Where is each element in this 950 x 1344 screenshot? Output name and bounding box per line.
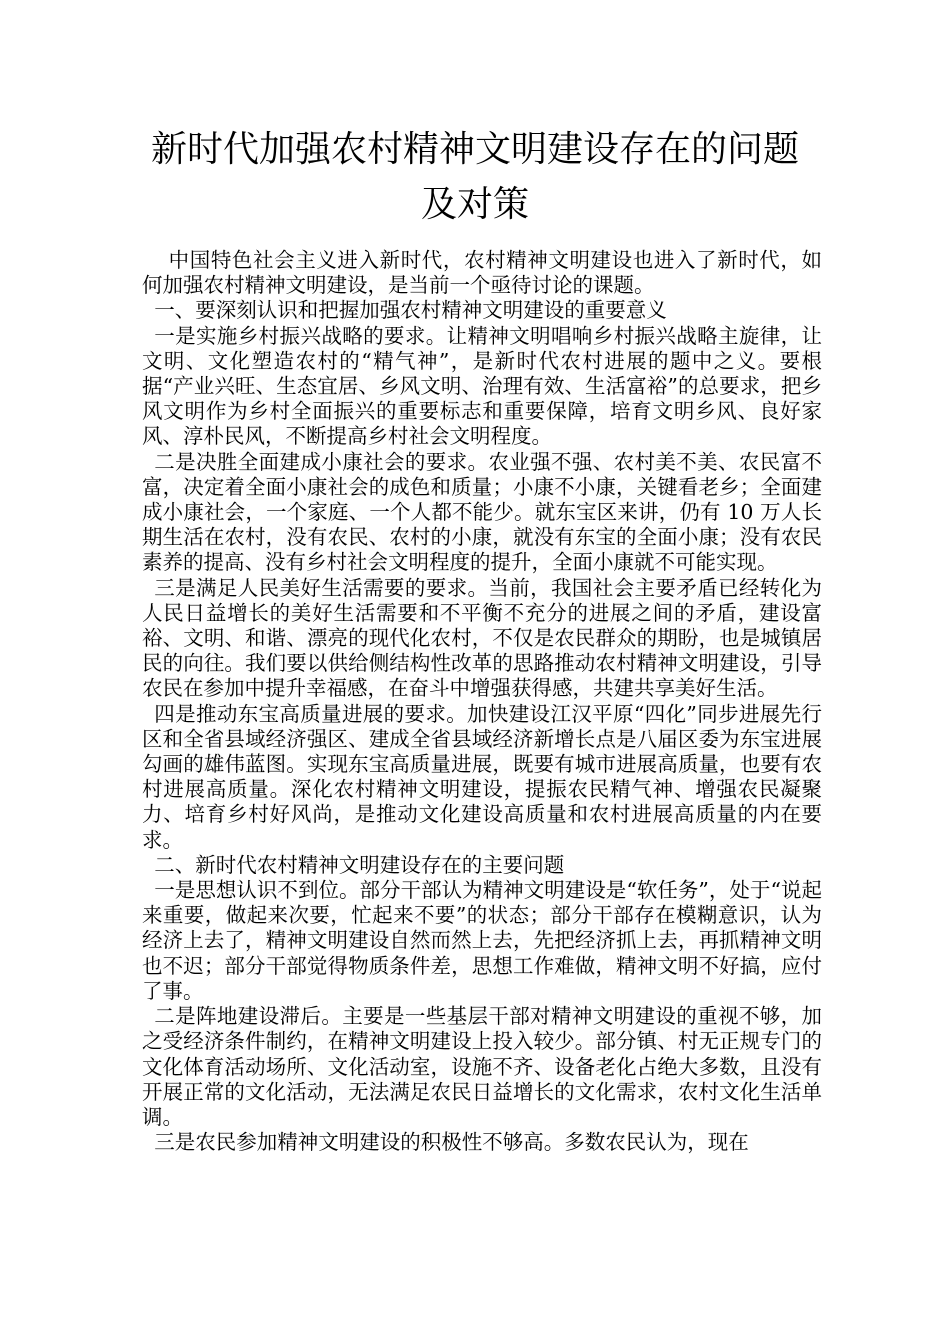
body-paragraph: 一是思想认识不到位。部分干部认为精神文明建设是“软任务”，处于“说起来重要，做起来次要，忙起来不要”的状态；部分干部存在模糊意识，认为经济上去了，精神文明建设自然而然上去，先把经济抓上去，再抓精神文明也不迟；部分干部觉得物质条件差，思想工作难做，精神文明不好搞，应付了事。 (142, 878, 822, 1003)
body-paragraph: 三是农民参加精神文明建设的积极性不够高。多数农民认为，现在 (154, 1130, 749, 1155)
intro-paragraph: 中国特色社会主义进入新时代，农村精神文明建设也进入了新时代，如何加强农村精神文明建设，是当前一个亟待讨论的课题。 (142, 248, 822, 298)
body-paragraph: 二是阵地建设滞后。主要是一些基层干部对精神文明建设的重视不够，加之受经济条件制约，在精神文明建设上投入较少。部分镇、村无正规专门的文化体育活动场所、文化活动室，设施不齐、设备老化占绝大多数，且没有开展正常的文化活动，无法满足农民日益增长的文化需求，农村文化生活单调。 (142, 1004, 822, 1129)
body-paragraph: 一是实施乡村振兴战略的要求。让精神文明唱响乡村振兴战略主旋律，让文明、文化塑造农村的“精气神”，是新时代农村进展的题中之义。要根据“产业兴旺、生态宜居、乡风文明、治理有效、生活富裕”的总要求，把乡风文明作为乡村全面振兴的重要标志和重要保障，培育文明乡风、良好家风、淳朴民风，不断提高乡村社会文明程度。 (142, 323, 822, 449)
body-paragraph: 三是满足人民美好生活需要的要求。当前，我国社会主要矛盾已经转化为人民日益增长的美好生活需要和不平衡不充分的进展之间的矛盾，建设富裕、文明、和谐、漂亮的现代化农村，不仅是农民群众的期盼，也是城镇居民的向往。我们要以供给侧结构性改革的思路推动农村精神文明建设，引导农民在参加中提升幸福感，在奋斗中增强获得感，共建共享美好生活。 (142, 575, 822, 701)
body-paragraph: 四是推动东宝高质量进展的要求。加快建设江汉平原“四化”同步进展先行区和全省县域经济强区、建成全省县域经济新增长点是八届区委为东宝进展勾画的雄伟蓝图。实现东宝高质量进展，既要有城市进展高质量，也要有农村进展高质量。深化农村精神文明建设，提振农民精气神、增强农民凝聚力、培育乡村好风尚，是推动文化建设高质量和农村进展高质量的内在要求。 (142, 701, 822, 852)
title-line-2: 及对策 (420, 184, 529, 225)
title-line-1: 新时代加强农村精神文明建设存在的问题 (150, 129, 799, 170)
section-heading-2: 二、新时代农村精神文明建设存在的主要问题 (154, 852, 565, 877)
body-paragraph: 二是决胜全面建成小康社会的要求。农业强不强、农村美不美、农民富不富，决定着全面小康社会的成色和质量；小康不小康，关键看老乡；全面建成小康社会，一个家庭、一个人都不能少。就东宝区来讲，仍有 10 万人长期生活在农村，没有农民、农村的小康，就没有东宝的全面小康；没有农民素养的提高、没有乡村社会文明程度的提升，全面小康就不可能实现。 (142, 449, 822, 575)
document-body (142, 248, 822, 1155)
section-heading-1: 一、要深刻认识和把握加强农村精神文明建设的重要意义 (154, 298, 667, 323)
document-title (120, 122, 830, 232)
